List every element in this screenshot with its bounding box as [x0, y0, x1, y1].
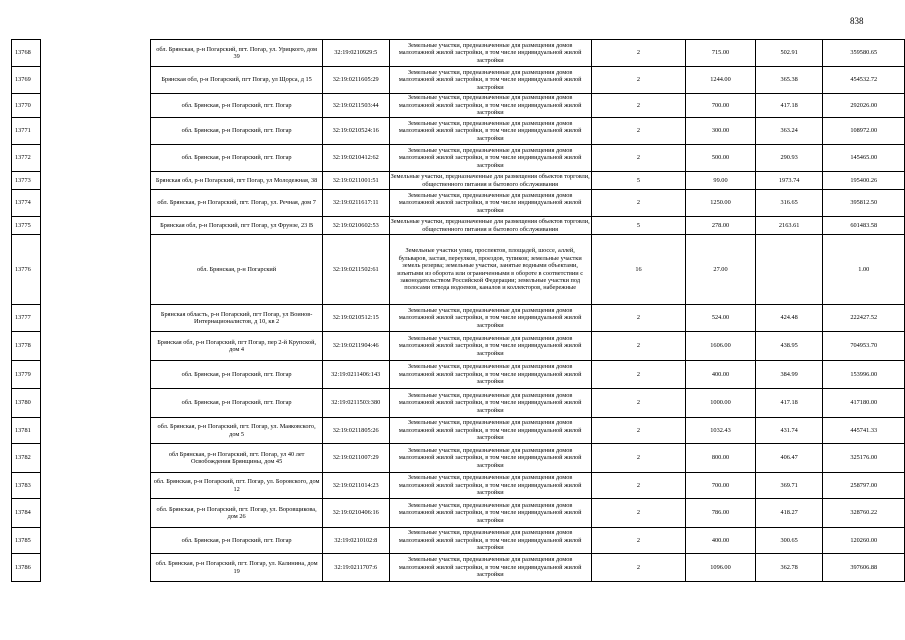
row-number-cell: 13768 — [12, 40, 41, 67]
spacer-cell — [40, 554, 151, 582]
table-row — [12, 190, 905, 217]
address-cell: обл Брянская, р-н Погарский, пгт. Погар, ул 40 лет Освобождения Брянщины, дом 45 — [151, 444, 323, 473]
cadastral-number-cell: 32:19:0210412:62 — [322, 145, 389, 172]
row-number-cell: 13773 — [12, 172, 41, 190]
cadastral-value-cell: 258797.00 — [823, 473, 905, 499]
cadastral-value-cell: 108972.00 — [823, 118, 905, 145]
spacer-cell — [40, 332, 151, 361]
table-row — [12, 528, 905, 554]
cadastral-number-cell: 32:19:0211502:61 — [322, 235, 389, 305]
address-cell: Брянская обл, р-н Погарский, пгт Погар, ул Щорса, д 15 — [151, 67, 323, 94]
address-cell: обл. Брянская, р-н Погарский, пгт. Погар — [151, 528, 323, 554]
table-row — [12, 389, 905, 418]
area-cell: 1000.00 — [686, 389, 756, 418]
row-number-cell: 13782 — [12, 444, 41, 473]
address-cell: обл. Брянская, р-н Погарский, пгт. Погар — [151, 94, 323, 118]
group-cell: 16 — [591, 235, 685, 305]
specific-value-cell: 406.47 — [755, 444, 823, 473]
cadastral-value-cell: 445741.33 — [823, 418, 905, 444]
cadastral-number-cell: 32:19:0211007:29 — [322, 444, 389, 473]
area-cell: 278.00 — [686, 217, 756, 235]
group-cell: 2 — [591, 332, 685, 361]
cadastral-value-cell: 145465.00 — [823, 145, 905, 172]
table-row — [12, 332, 905, 361]
row-number-cell: 13776 — [12, 235, 41, 305]
address-cell: Брянская обл, р-н Погарский, пгт Погар, ул Фрунзе, 23 В — [151, 217, 323, 235]
page-number: 838 — [850, 16, 864, 26]
row-number-cell: 13783 — [12, 473, 41, 499]
group-cell: 2 — [591, 67, 685, 94]
land-use-cell: Земельные участки, предназначенные для размещения домов малоэтажной жилой застройки, в том числе индивидуальной жилой застройки — [389, 389, 591, 418]
table-row — [12, 94, 905, 118]
address-cell: обл. Брянская, р-н Погарский, пгт. Погар, ул. Калинина, дом 19 — [151, 554, 323, 582]
land-use-cell: Земельные участки, предназначенные для размещения домов малоэтажной жилой застройки, в том числе индивидуальной жилой застройки — [389, 499, 591, 528]
spacer-cell — [40, 145, 151, 172]
area-cell: 300.00 — [686, 118, 756, 145]
table-row — [12, 145, 905, 172]
cadastral-value-cell: 1.00 — [823, 235, 905, 305]
specific-value-cell: 1973.74 — [755, 172, 823, 190]
cadastral-value-cell: 395812.50 — [823, 190, 905, 217]
spacer-cell — [40, 94, 151, 118]
cadastral-number-cell: 32:19:0211605:29 — [322, 67, 389, 94]
group-cell: 2 — [591, 499, 685, 528]
land-use-cell: Земельные участки, предназначенные для размещения домов малоэтажной жилой застройки, в том числе индивидуальной жилой застройки — [389, 145, 591, 172]
spacer-cell — [40, 217, 151, 235]
cadastral-number-cell: 32:19:0211805:26 — [322, 418, 389, 444]
cadastral-number-cell: 32:19:0210512:15 — [322, 305, 389, 332]
land-use-cell: Земельные участки, предназначенные для размещения домов малоэтажной жилой застройки, в том числе индивидуальной жилой застройки — [389, 332, 591, 361]
cadastral-number-cell: 32:19:0210406:16 — [322, 499, 389, 528]
group-cell: 2 — [591, 190, 685, 217]
cadastral-value-cell: 359580.65 — [823, 40, 905, 67]
address-cell: обл. Брянская, р-н Погарский, пгт. Погар, ул. Урицкого, дом 39 — [151, 40, 323, 67]
address-cell: обл. Брянская, р-н Погарский, пгт. Погар, ул. Боровского, дом 12 — [151, 473, 323, 499]
address-cell: Брянская обл, р-н Погарский, пгт Погар, ул Молодежная, 38 — [151, 172, 323, 190]
land-use-cell: Земельные участки, предназначенные для размещения домов малоэтажной жилой застройки, в том числе индивидуальной жилой застройки — [389, 190, 591, 217]
area-cell: 700.00 — [686, 473, 756, 499]
cadastral-number-cell: 32:19:0211014:23 — [322, 473, 389, 499]
row-number-cell: 13770 — [12, 94, 41, 118]
group-cell: 2 — [591, 389, 685, 418]
address-cell: обл. Брянская, р-н Погарский, пгт. Погар — [151, 118, 323, 145]
address-cell: Брянская область, р-н Погарский, пгт Погар, ул Воинов-Интернационалистов, д 10, кв 2 — [151, 305, 323, 332]
specific-value-cell: 300.65 — [755, 528, 823, 554]
table-row — [12, 67, 905, 94]
area-cell: 27.00 — [686, 235, 756, 305]
cadastral-number-cell: 32:19:0211503:44 — [322, 94, 389, 118]
table-row — [12, 361, 905, 389]
land-use-cell: Земельные участки, предназначенные для размещения объектов торговли, общественного питания и бытового обслуживания — [390, 173, 590, 188]
cadastral-number-cell: 32:19:0211503:380 — [322, 389, 389, 418]
land-use-cell: Земельные участки, предназначенные для размещения домов малоэтажной жилой застройки, в том числе индивидуальной жилой застройки — [389, 418, 591, 444]
group-cell: 2 — [591, 418, 685, 444]
table-row — [12, 473, 905, 499]
area-cell: 1606.00 — [686, 332, 756, 361]
group-cell: 2 — [591, 94, 685, 118]
row-number-cell: 13780 — [12, 389, 41, 418]
land-use-cell: Земельные участки, предназначенные для размещения домов малоэтажной жилой застройки, в том числе индивидуальной жилой застройки — [389, 94, 591, 118]
address-cell: Брянская обл, р-н Погарский, пгт Погар, пер 2-й Крупской, дом 4 — [151, 332, 323, 361]
address-cell: обл. Брянская, р-н Погарский, пгт. Погар — [151, 361, 323, 389]
land-use-cell: Земельные участки, предназначенные для размещения домов малоэтажной жилой застройки, в том числе индивидуальной жилой застройки — [389, 473, 591, 499]
cadastral-value-cell: 397606.88 — [823, 554, 905, 582]
specific-value-cell: 316.65 — [755, 190, 823, 217]
cadastral-value-cell: 704953.70 — [823, 332, 905, 361]
row-number-cell: 13775 — [12, 217, 41, 235]
cadastral-number-cell: 32:19:0210102:8 — [322, 528, 389, 554]
cadastral-value-table — [11, 39, 905, 582]
row-number-cell: 13786 — [12, 554, 41, 582]
row-number-cell: 13781 — [12, 418, 41, 444]
group-cell: 2 — [591, 528, 685, 554]
specific-value-cell: 365.38 — [755, 67, 823, 94]
cadastral-number-cell: 32:19:0211001:51 — [322, 172, 389, 190]
cadastral-value-cell: 195400.26 — [823, 172, 905, 190]
cadastral-value-cell: 601483.58 — [823, 217, 905, 235]
table-row — [12, 305, 905, 332]
specific-value-cell: 384.99 — [755, 361, 823, 389]
spacer-cell — [40, 172, 151, 190]
specific-value-cell: 369.71 — [755, 473, 823, 499]
spacer-cell — [40, 528, 151, 554]
area-cell: 786.00 — [686, 499, 756, 528]
spacer-cell — [40, 40, 151, 67]
area-cell: 700.00 — [686, 94, 756, 118]
spacer-cell — [40, 473, 151, 499]
address-cell: обл. Брянская, р-н Погарский, пгт. Погар — [151, 389, 323, 418]
table-row — [12, 235, 905, 305]
table-row — [12, 172, 905, 190]
spacer-cell — [40, 67, 151, 94]
address-cell: обл. Брянская, р-н Погарский — [151, 235, 323, 305]
cadastral-value-cell: 120260.00 — [823, 528, 905, 554]
row-number-cell: 13778 — [12, 332, 41, 361]
specific-value-cell — [755, 235, 823, 305]
row-number-cell: 13774 — [12, 190, 41, 217]
cadastral-number-cell: 32:19:0211406:143 — [322, 361, 389, 389]
row-number-cell: 13777 — [12, 305, 41, 332]
cadastral-value-cell: 328760.22 — [823, 499, 905, 528]
land-use-cell: Земельные участки, предназначенные для размещения домов малоэтажной жилой застройки, в том числе индивидуальной жилой застройки — [389, 528, 591, 554]
area-cell: 400.00 — [686, 361, 756, 389]
group-cell: 2 — [591, 305, 685, 332]
land-use-cell: Земельные участки, предназначенные для размещения домов малоэтажной жилой застройки, в том числе индивидуальной жилой застройки — [389, 361, 591, 389]
spacer-cell — [40, 499, 151, 528]
spacer-cell — [40, 389, 151, 418]
cadastral-value-cell: 325176.00 — [823, 444, 905, 473]
area-cell: 1250.00 — [686, 190, 756, 217]
group-cell: 5 — [591, 217, 685, 235]
row-number-cell: 13785 — [12, 528, 41, 554]
group-cell: 5 — [591, 172, 685, 190]
table-row — [12, 40, 905, 67]
specific-value-cell: 431.74 — [755, 418, 823, 444]
land-use-cell: Земельные участки, предназначенные для размещения домов малоэтажной жилой застройки, в том числе индивидуальной жилой застройки — [389, 40, 591, 67]
group-cell: 2 — [591, 40, 685, 67]
spacer-cell — [40, 235, 151, 305]
specific-value-cell: 424.48 — [755, 305, 823, 332]
area-cell: 800.00 — [686, 444, 756, 473]
row-number-cell: 13772 — [12, 145, 41, 172]
specific-value-cell: 418.27 — [755, 499, 823, 528]
group-cell: 2 — [591, 473, 685, 499]
group-cell: 2 — [591, 145, 685, 172]
land-use-cell: Земельные участки, предназначенные для размещения домов малоэтажной жилой застройки, в том числе индивидуальной жилой застройки — [389, 554, 591, 582]
group-cell: 2 — [591, 554, 685, 582]
land-use-cell: Земельные участки улиц, проспектов, площадей, шоссе, аллей, бульваров, застав, переулков, проездов, тупиков; земельные участки земель резерва; земельные участки, занятые водными объектами, изъятыми из оборота или ограниченными в обороте в соответствии с законодательством Российской Федерации; земельные участки под полосами отвода водоемов, каналов и коллекторов, набережные — [389, 235, 591, 305]
cadastral-value-cell: 292026.00 — [823, 94, 905, 118]
area-cell: 500.00 — [686, 145, 756, 172]
table-row — [12, 418, 905, 444]
table-row — [12, 118, 905, 145]
cadastral-value-cell: 454532.72 — [823, 67, 905, 94]
area-cell: 1032.43 — [686, 418, 756, 444]
area-cell: 524.00 — [686, 305, 756, 332]
land-use-cell: Земельные участки, предназначенные для размещения объектов торговли, общественного питания и бытового обслуживания — [390, 218, 590, 233]
cadastral-number-cell: 32:19:0210929:5 — [322, 40, 389, 67]
area-cell: 99.00 — [686, 172, 756, 190]
land-use-cell: Земельные участки, предназначенные для размещения домов малоэтажной жилой застройки, в том числе индивидуальной жилой застройки — [389, 118, 591, 145]
specific-value-cell: 363.24 — [755, 118, 823, 145]
area-cell: 400.00 — [686, 528, 756, 554]
cadastral-number-cell: 32:19:0211707:6 — [322, 554, 389, 582]
cadastral-value-cell: 417180.00 — [823, 389, 905, 418]
specific-value-cell: 417.18 — [755, 389, 823, 418]
address-cell: обл. Брянская, р-н Погарский, пгт. Погар — [151, 145, 323, 172]
group-cell: 2 — [591, 118, 685, 145]
cadastral-number-cell: 32:19:0210524:16 — [322, 118, 389, 145]
specific-value-cell: 502.91 — [755, 40, 823, 67]
spacer-cell — [40, 190, 151, 217]
specific-value-cell: 290.93 — [755, 145, 823, 172]
row-number-cell: 13771 — [12, 118, 41, 145]
address-cell: обл. Брянская, р-н Погарский, пгт. Погар, ул. Воровщикова, дом 26 — [151, 499, 323, 528]
spacer-cell — [40, 444, 151, 473]
table-row — [12, 217, 905, 235]
cadastral-number-cell: 32:19:0210602:53 — [322, 217, 389, 235]
table-row — [12, 444, 905, 473]
specific-value-cell: 2163.61 — [755, 217, 823, 235]
land-use-cell: Земельные участки, предназначенные для размещения домов малоэтажной жилой застройки, в том числе индивидуальной жилой застройки — [389, 444, 591, 473]
area-cell: 1096.00 — [686, 554, 756, 582]
spacer-cell — [40, 418, 151, 444]
row-number-cell: 13769 — [12, 67, 41, 94]
spacer-cell — [40, 361, 151, 389]
cadastral-value-cell: 222427.52 — [823, 305, 905, 332]
address-cell: обл. Брянская, р-н Погарский, пгт. Погар, ул. Маяковского, дом 5 — [151, 418, 323, 444]
cadastral-number-cell: 32:19:0211617:11 — [322, 190, 389, 217]
spacer-cell — [40, 305, 151, 332]
table-row — [12, 499, 905, 528]
land-use-cell: Земельные участки, предназначенные для размещения домов малоэтажной жилой застройки, в том числе индивидуальной жилой застройки — [389, 305, 591, 332]
area-cell: 715.00 — [686, 40, 756, 67]
table-row — [12, 554, 905, 582]
group-cell: 2 — [591, 361, 685, 389]
cadastral-number-cell: 32:19:0211904:46 — [322, 332, 389, 361]
specific-value-cell: 362.78 — [755, 554, 823, 582]
row-number-cell: 13779 — [12, 361, 41, 389]
specific-value-cell: 417.18 — [755, 94, 823, 118]
address-cell: обл. Брянская, р-н Погарский, пгт. Погар, ул. Речная, дом 7 — [151, 190, 323, 217]
row-number-cell: 13784 — [12, 499, 41, 528]
specific-value-cell: 438.95 — [755, 332, 823, 361]
land-use-cell: Земельные участки, предназначенные для размещения домов малоэтажной жилой застройки, в том числе индивидуальной жилой застройки — [389, 67, 591, 94]
cadastral-value-cell: 153996.00 — [823, 361, 905, 389]
area-cell: 1244.00 — [686, 67, 756, 94]
spacer-cell — [40, 118, 151, 145]
group-cell: 2 — [591, 444, 685, 473]
